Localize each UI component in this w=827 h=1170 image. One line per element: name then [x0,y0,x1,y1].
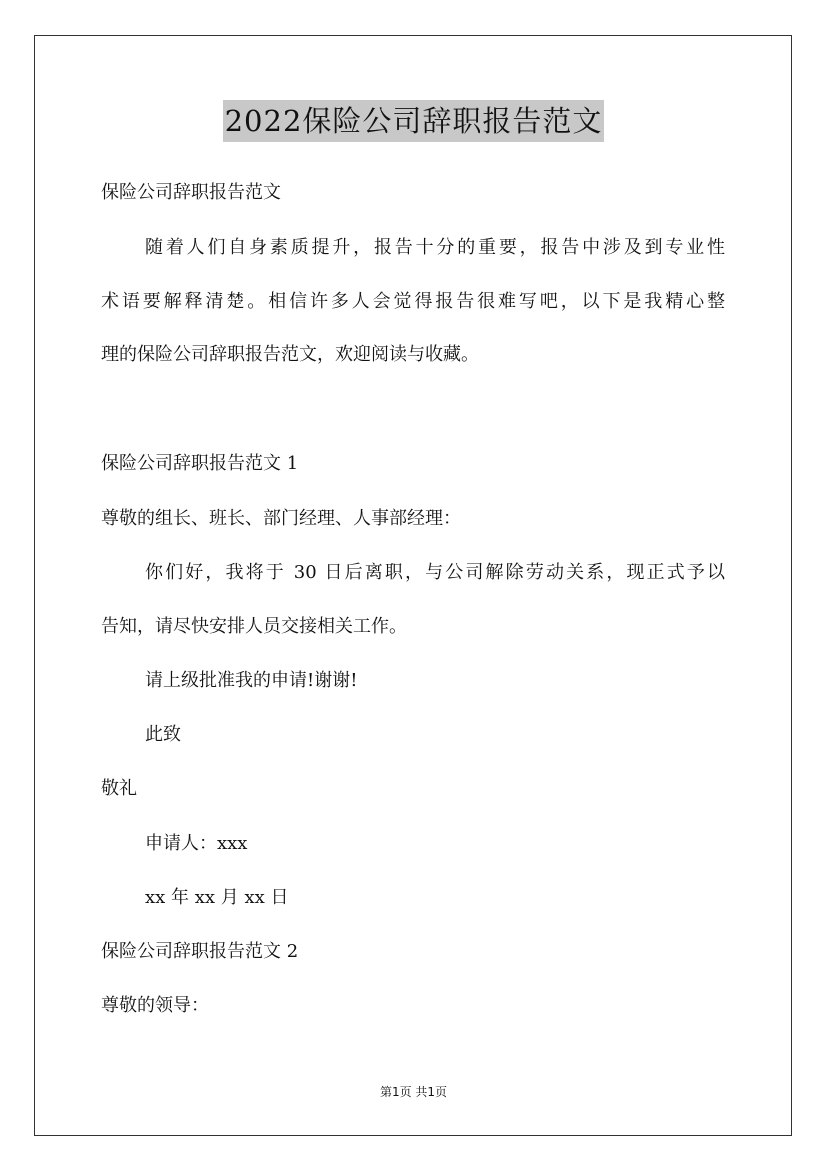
sample1-heading: 保险公司辞职报告范文 1 [101,453,299,474]
intro-heading: 保险公司辞职报告范文 [101,182,281,203]
intro-line-1: 随着人们自身素质提升，报告十分的重要，报告中涉及到专业性 [145,237,725,258]
document-title [0,100,827,142]
sample1-applicant: 申请人：xxx [145,833,248,854]
intro-line-3: 理的保险公司辞职报告范文，欢迎阅读与收藏。 [101,344,479,365]
sample1-body-line-2: 告知，请尽快安排人员交接相关工作。 [101,616,407,637]
sample1-request: 请上级批准我的申请!谢谢! [145,670,358,691]
sample1-closing-2: 敬礼 [101,778,137,799]
sample1-body-line-1: 你们好，我将于 30 日后离职，与公司解除劳动关系，现正式予以 [145,562,725,583]
intro-line-2: 术语要解释清楚。相信许多人会觉得报告很难写吧，以下是我精心整 [101,291,725,312]
sample1-closing-1: 此致 [145,724,181,745]
document-title-text: 2022保险公司辞职报告范文 [223,100,605,142]
sample2-heading: 保险公司辞职报告范文 2 [101,941,299,962]
sample1-date: xx 年 xx 月 xx 日 [145,887,289,908]
page-footer: 第1页 共1页 [379,1085,448,1099]
sample2-salutation: 尊敬的领导： [101,995,209,1016]
sample1-salutation: 尊敬的组长、班长、部门经理、人事部经理： [101,508,461,529]
